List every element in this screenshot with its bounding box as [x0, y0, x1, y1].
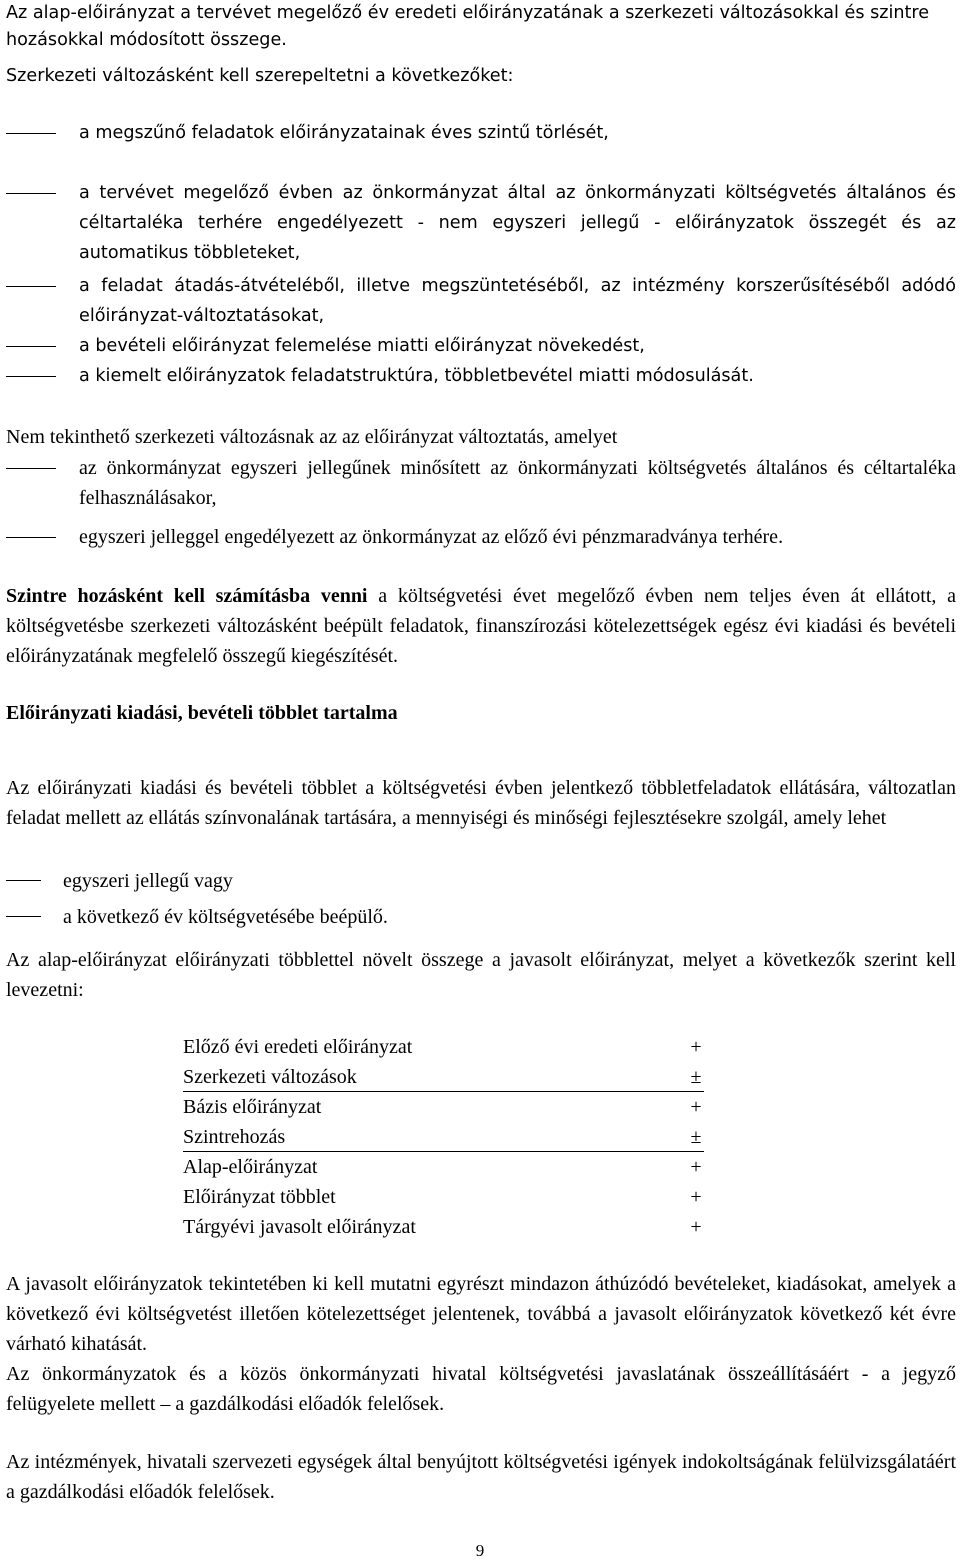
list-dash [6, 133, 56, 134]
table-row-sign: + [690, 1156, 702, 1178]
closing-paragraph-1: A javasolt előirányzatok tekintetében ki kell mutatni egyrészt mindazon áthúzódó bevételeket, kiadásokat, amelyek a következő évi költségvetést illetően kötelezettséget jelentenek, továbbá a javasolt előirányzatok következő két évre várható kihatását. [6, 1273, 956, 1355]
intro-paragraph: Az alap-előirányzat a tervévet megelőző év eredeti előirányzatának a szerkezeti változásokkal és szintre hozásokkal módosított összege. [6, 3, 930, 50]
table-underline [183, 1151, 704, 1152]
list-item: a feladat átadás-átvételéből, illetve megszüntetéséből, az intézmény korszerűsítéséből adódó előirányzat-változtatásokat, [79, 276, 956, 326]
list-dash [6, 468, 56, 469]
table-row-label: Tárgyévi javasolt előirányzat [183, 1216, 416, 1238]
table-row-label: Bázis előirányzat [183, 1096, 322, 1118]
surplus-paragraph: Az előirányzati kiadási és bevételi többlet a költségvetési évben jelentkező többletfeladatok ellátására, változatlan feladat mellett az ellátás színvonalának tartására, a mennyiségi és minőségi fejlesztésekre szolgál, amely lehet [6, 777, 956, 829]
table-row-sign: + [690, 1096, 702, 1118]
derivation-paragraph: Az alap-előirányzat előirányzati többlettel növelt összege a javasolt előirányzat, melyet a következők szerint kell levezetni: [6, 949, 956, 1001]
list-item: egyszeri jellegű vagy [63, 870, 233, 892]
closing-paragraph-3: Az intézmények, hivatali szervezeti egységek által benyújtott költségvetési igények indokoltságának felülvizsgálatáért a gazdálkodási előadók felelősek. [6, 1451, 956, 1503]
table-row-label: Előirányzat többlet [183, 1186, 336, 1208]
list-item: egyszeri jelleggel engedélyezett az önkormányzat az előző évi pénzmaradványa terhére. [79, 526, 784, 548]
page-number: 9 [475, 1541, 485, 1560]
list-item: a kiemelt előirányzatok feladatstruktúra, többletbevétel miatti módosulását. [79, 366, 754, 386]
list-item: a megszűnő feladatok előirányzatainak éves szintű törlését, [79, 123, 609, 143]
level-up-bold-lead: Szintre hozásként kell számításba venni [6, 585, 368, 607]
list-dash [6, 376, 56, 377]
list-dash [6, 346, 56, 347]
list-dash [6, 880, 41, 881]
list-dash [6, 193, 56, 194]
level-up-text: a költségvetési évet megelőző évben nem teljes éven át ellátott, a költségvetésbe szerkezeti változásként beépült feladatok, finanszírozási kötelezettségek egész évi kiadási és bevételi előirányzatának megfelelő összegű kiegészítését. [6, 585, 956, 667]
list-dash [6, 537, 56, 538]
table-row-sign: + [690, 1036, 702, 1058]
table-row-label: Szerkezeti változások [183, 1066, 357, 1088]
table-row-label: Alap-előirányzat [183, 1156, 318, 1178]
table-row-sign: + [690, 1186, 702, 1208]
list-dash [6, 916, 41, 917]
list-dash [6, 286, 56, 287]
closing-paragraph-2: Az önkormányzatok és a közös önkormányzati hivatal költségvetési javaslatának összeállításáért - a jegyző felügyelete mellett – a gazdálkodási előadók felelősek. [6, 1363, 956, 1415]
table-underline [183, 1091, 704, 1092]
list-item: a bevételi előirányzat felemelése miatti előirányzat növekedést, [79, 336, 645, 356]
surplus-heading: Előirányzati kiadási, bevételi többlet tartalma [6, 702, 398, 724]
list-item: a következő év költségvetésébe beépülő. [63, 906, 388, 928]
table-row-label: Szintrehozás [183, 1126, 286, 1148]
not-structural-heading: Nem tekinthető szerkezeti változásnak az az előirányzat változtatás, amelyet [6, 426, 618, 448]
list-item: a tervévet megelőző évben az önkormányzat által az önkormányzati költségvetés általános és céltartaléka terhére engedélyezett - nem egyszeri jellegű - előirányzatok összegét és az automatikus többleteket, [79, 183, 956, 263]
table-row-sign: ± [690, 1126, 702, 1148]
structural-heading: Szerkezeti változásként kell szerepeltetni a következőket: [6, 66, 514, 86]
table-row-sign: ± [690, 1066, 702, 1088]
table-row-label: Előző évi eredeti előirányzat [183, 1036, 413, 1058]
level-up-paragraph [6, 581, 956, 671]
list-item: az önkormányzat egyszeri jellegűnek minősített az önkormányzati költségvetés általános és céltartaléka felhasználásakor, [79, 457, 956, 509]
table-row-sign: + [690, 1216, 702, 1238]
